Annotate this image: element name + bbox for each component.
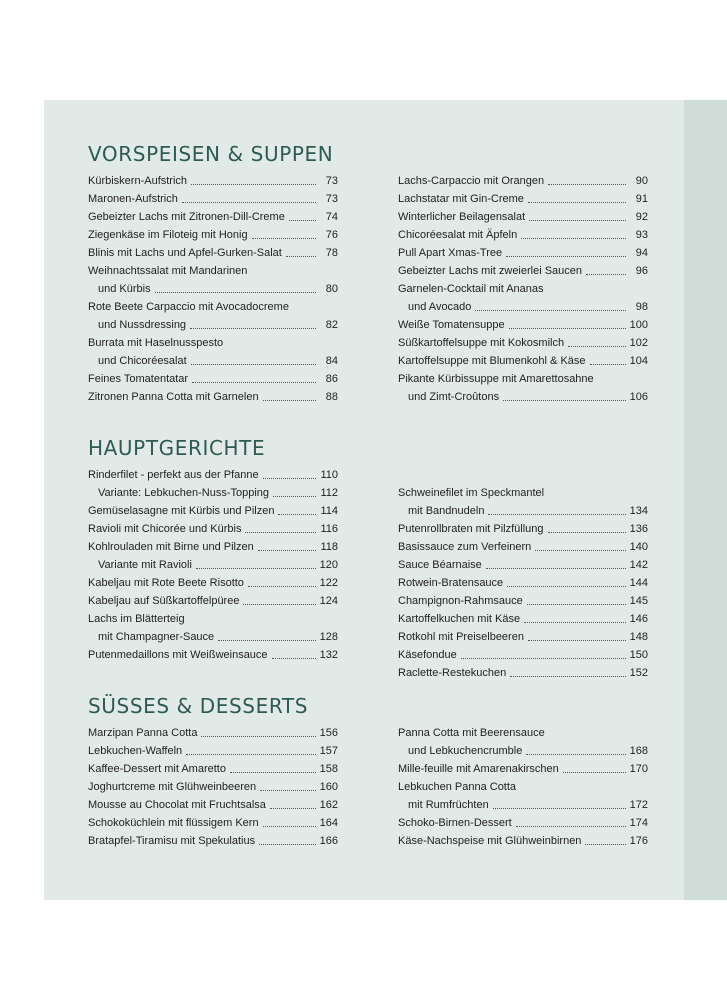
toc-entry xyxy=(398,334,648,352)
toc-entry-page: 94 xyxy=(635,247,648,259)
dot-leader xyxy=(263,478,316,479)
dot-leader xyxy=(155,292,316,293)
toc-entry-title: Kabeljau auf Süßkartoffelpüree xyxy=(88,595,240,607)
toc-entry-title: Zitronen Panna Cotta mit Garnelen xyxy=(88,391,259,403)
toc-entry xyxy=(398,316,648,334)
toc-column-right xyxy=(398,172,648,406)
toc-column-left xyxy=(88,172,338,406)
toc-entry-title: Kartoffelsuppe mit Blumenkohl & Käse xyxy=(398,355,586,367)
dot-leader xyxy=(248,586,316,587)
toc-entry-page: 146 xyxy=(629,613,648,625)
toc-entry xyxy=(398,370,648,388)
dot-leader xyxy=(528,640,626,641)
toc-entry xyxy=(88,778,338,796)
section-vorspeisen-suppen xyxy=(88,140,648,406)
dot-leader xyxy=(273,496,316,497)
dot-leader xyxy=(585,844,625,845)
toc-entry-page: 82 xyxy=(325,319,338,331)
toc-entry-title: und Kürbis xyxy=(98,283,151,295)
dot-leader xyxy=(516,826,626,827)
toc-entry xyxy=(88,244,338,262)
dot-leader xyxy=(509,328,626,329)
toc-entry-title: Garnelen-Cocktail mit Ananas xyxy=(398,283,544,295)
dot-leader xyxy=(521,238,626,239)
dot-leader xyxy=(263,400,316,401)
toc-entry-title: mit Bandnudeln xyxy=(408,505,485,517)
toc-entry-page: 128 xyxy=(319,631,338,643)
toc-entry xyxy=(88,610,338,628)
toc-entry xyxy=(88,262,338,280)
toc-entry xyxy=(88,628,338,646)
toc-entry xyxy=(398,226,648,244)
toc-entry-title: Kürbiskern-Aufstrich xyxy=(88,175,188,187)
toc-entry xyxy=(398,574,648,592)
toc-entry-title: Rotkohl mit Preiselbeeren xyxy=(398,631,524,643)
toc-entry xyxy=(88,574,338,592)
toc-entry-title: Weihnachtssalat mit Mandarinen xyxy=(88,265,248,277)
toc-entry-page: 102 xyxy=(629,337,648,349)
toc-entry-page: 156 xyxy=(319,727,338,739)
toc-entry-page: 172 xyxy=(629,799,648,811)
toc-column-right xyxy=(398,724,648,850)
toc-entry xyxy=(398,742,648,760)
section-title: SÜSSES & DESSERTS xyxy=(88,694,308,718)
toc-entry xyxy=(88,646,338,664)
toc-entry xyxy=(398,796,648,814)
toc-entry-title: Burrata mit Haselnusspesto xyxy=(88,337,224,349)
dot-leader xyxy=(263,826,316,827)
toc-entry-page: 114 xyxy=(320,505,338,517)
toc-entry xyxy=(398,760,648,778)
toc-entry xyxy=(398,538,648,556)
toc-entry-title: Kartoffelkuchen mit Käse xyxy=(398,613,521,625)
dot-leader xyxy=(510,676,625,677)
toc-entry-title: Chicoréesalat mit Äpfeln xyxy=(398,229,518,241)
toc-entry xyxy=(398,592,648,610)
toc-entry-page: 88 xyxy=(325,391,338,403)
toc-entry-page: 116 xyxy=(320,523,338,535)
toc-entry-title: Gemüselasagne mit Kürbis und Pilzen xyxy=(88,505,275,517)
toc-entry xyxy=(398,664,648,682)
toc-entry-title: Gebeizter Lachs mit zweierlei Saucen xyxy=(398,265,583,277)
toc-entry-page: 98 xyxy=(635,301,648,313)
toc-entry-title: Kabeljau mit Rote Beete Risotto xyxy=(88,577,244,589)
dot-leader xyxy=(230,772,316,773)
toc-entry xyxy=(88,466,338,484)
toc-entry-title: Ravioli mit Chicorée und Kürbis xyxy=(88,523,242,535)
dot-leader xyxy=(528,202,626,203)
toc-entry-title: Pull Apart Xmas-Tree xyxy=(398,247,503,259)
dot-leader xyxy=(186,754,315,755)
dot-leader xyxy=(245,532,316,533)
toc-entry-page: 132 xyxy=(319,649,338,661)
toc-entry-page: 162 xyxy=(319,799,338,811)
toc-entry-page: 148 xyxy=(629,631,648,643)
toc-entry-page: 86 xyxy=(325,373,338,385)
toc-entry xyxy=(398,298,648,316)
toc-column-left xyxy=(88,724,338,850)
toc-entry-page: 110 xyxy=(320,469,338,481)
toc-entry-title: Pikante Kürbissuppe mit Amarettosahne xyxy=(398,373,594,385)
toc-entry xyxy=(88,520,338,538)
toc-entry-page: 91 xyxy=(635,193,648,205)
toc-entry-page: 164 xyxy=(319,817,338,829)
toc-entry-title: Käse-Nachspeise mit Glühweinbirnen xyxy=(398,835,582,847)
toc-entry xyxy=(88,298,338,316)
dot-leader xyxy=(563,772,626,773)
toc-entry-title: mit Rumfrüchten xyxy=(408,799,489,811)
toc-entry xyxy=(398,190,648,208)
toc-entry-page: 122 xyxy=(319,577,338,589)
dot-leader xyxy=(486,568,626,569)
toc-entry-page: 73 xyxy=(325,175,338,187)
toc-entry xyxy=(88,334,338,352)
dot-leader xyxy=(586,274,626,275)
toc-entry-page: 157 xyxy=(319,745,338,757)
toc-entry xyxy=(398,388,648,406)
toc-entry-page: 118 xyxy=(320,541,338,553)
dot-leader xyxy=(289,220,316,221)
toc-column-left xyxy=(88,466,338,682)
toc-entry xyxy=(88,280,338,298)
dot-leader xyxy=(201,736,315,737)
toc-entry-title: Lachs im Blätterteig xyxy=(88,613,185,625)
toc-entry xyxy=(88,502,338,520)
toc-entry xyxy=(398,832,648,850)
toc-entry xyxy=(398,484,648,502)
toc-entry-title: Raclette-Restekuchen xyxy=(398,667,507,679)
toc-entry-page: 136 xyxy=(629,523,648,535)
toc-entry-page: 104 xyxy=(629,355,648,367)
toc-entry-title: Mille-feuille mit Amarenakirschen xyxy=(398,763,559,775)
dot-leader xyxy=(529,220,626,221)
dot-leader xyxy=(192,382,316,383)
toc-entry-title: Lebkuchen-Waffeln xyxy=(88,745,183,757)
dot-leader xyxy=(278,514,316,515)
toc-entry-title: Schweinefilet im Speckmantel xyxy=(398,487,545,499)
toc-entry-title: Joghurtcreme mit Glühweinbeeren xyxy=(88,781,257,793)
dot-leader xyxy=(270,808,316,809)
toc-entry-title: Lachstatar mit Gin-Creme xyxy=(398,193,524,205)
toc-entry-title: Winterlicher Beilagensalat xyxy=(398,211,526,223)
toc-entry-page: 144 xyxy=(629,577,648,589)
toc-entry-page: 106 xyxy=(629,391,648,403)
toc-entry xyxy=(398,724,648,742)
toc-entry-title: Lachs-Carpaccio mit Orangen xyxy=(398,175,545,187)
toc-entry xyxy=(88,814,338,832)
toc-entry xyxy=(398,814,648,832)
section-hauptgerichte xyxy=(88,434,648,682)
toc-entry-page: 74 xyxy=(325,211,338,223)
toc-entry-page: 134 xyxy=(629,505,648,517)
toc-entry-title: und Zimt-Croûtons xyxy=(408,391,500,403)
toc-entry-page: 140 xyxy=(629,541,648,553)
toc-entry-page: 93 xyxy=(635,229,648,241)
toc-entry xyxy=(88,190,338,208)
toc-entry-page: 160 xyxy=(319,781,338,793)
toc-entry-title: Lebkuchen Panna Cotta xyxy=(398,781,517,793)
toc-entry-title: Sauce Béarnaise xyxy=(398,559,482,571)
dot-leader xyxy=(524,622,626,623)
toc-entry xyxy=(88,832,338,850)
toc-entry-page: 170 xyxy=(629,763,648,775)
toc-entry-page: 100 xyxy=(629,319,648,331)
toc-entry-page: 96 xyxy=(635,265,648,277)
dot-leader xyxy=(182,202,316,203)
toc-entry-title: Bratapfel-Tiramisu mit Spekulatius xyxy=(88,835,256,847)
section-title: HAUPTGERICHTE xyxy=(88,436,266,460)
toc-entry xyxy=(398,172,648,190)
toc-entry-title: Blinis mit Lachs und Apfel-Gurken-Salat xyxy=(88,247,282,259)
dot-leader xyxy=(548,184,626,185)
toc-column-right xyxy=(398,466,648,682)
toc-entry-title: Schoko-Birnen-Dessert xyxy=(398,817,512,829)
toc-entry-page: 73 xyxy=(325,193,338,205)
toc-entry xyxy=(398,262,648,280)
toc-entry-page: 120 xyxy=(319,559,338,571)
toc-entry-title: Rote Beete Carpaccio mit Avocadocreme xyxy=(88,301,289,313)
dot-leader xyxy=(488,514,625,515)
toc-entry-page: 145 xyxy=(629,595,648,607)
toc-entry-title: Maronen-Aufstrich xyxy=(88,193,178,205)
toc-entry-title: Champignon-Rahmsauce xyxy=(398,595,523,607)
toc-entry-title: Schokoküchlein mit flüssigem Kern xyxy=(88,817,259,829)
toc-entry-title: Ziegenkäse im Filoteig mit Honig xyxy=(88,229,248,241)
toc-entry-page: 142 xyxy=(629,559,648,571)
dot-leader xyxy=(196,568,316,569)
toc-entry-page: 76 xyxy=(325,229,338,241)
toc-entry-title: Süßkartoffelsuppe mit Kokosmilch xyxy=(398,337,565,349)
page-edge-strip xyxy=(684,100,727,900)
toc-entry xyxy=(88,208,338,226)
toc-entry-page: 80 xyxy=(325,283,338,295)
dot-leader xyxy=(503,400,626,401)
toc-entry xyxy=(398,244,648,262)
toc-entry-title: Putenrollbraten mit Pilzfüllung xyxy=(398,523,544,535)
toc-entry-page: 92 xyxy=(635,211,648,223)
toc-entry xyxy=(398,502,648,520)
dot-leader xyxy=(461,658,626,659)
toc-entry xyxy=(88,592,338,610)
toc-entry xyxy=(398,628,648,646)
dot-leader xyxy=(286,256,316,257)
toc-entry-title: Mousse au Chocolat mit Fruchtsalsa xyxy=(88,799,266,811)
toc-entry xyxy=(398,208,648,226)
toc-entry-page: 174 xyxy=(629,817,648,829)
dot-leader xyxy=(507,586,625,587)
toc-entry-page: 176 xyxy=(629,835,648,847)
section-title: VORSPEISEN & SUPPEN xyxy=(88,142,334,166)
toc-entry xyxy=(398,610,648,628)
toc-entry-title: und Nussdressing xyxy=(98,319,187,331)
dot-leader xyxy=(568,346,626,347)
dot-leader xyxy=(243,604,315,605)
toc-entry-page: 78 xyxy=(325,247,338,259)
toc-entry-page: 152 xyxy=(629,667,648,679)
toc-entry-title: und Chicoréesalat xyxy=(98,355,187,367)
toc-entry-title: Feines Tomatentatar xyxy=(88,373,189,385)
toc-entry xyxy=(398,520,648,538)
toc-entry-title: Basissauce zum Verfeinern xyxy=(398,541,532,553)
toc-entry xyxy=(88,796,338,814)
toc-entry xyxy=(398,778,648,796)
dot-leader xyxy=(535,550,625,551)
dot-leader xyxy=(526,754,625,755)
dot-leader xyxy=(191,184,316,185)
dot-leader xyxy=(272,658,316,659)
toc-entry-title: Rotwein-Bratensauce xyxy=(398,577,504,589)
toc-entry xyxy=(88,742,338,760)
toc-entry-title: mit Champagner-Sauce xyxy=(98,631,215,643)
toc-entry xyxy=(88,352,338,370)
toc-entry-title: Panna Cotta mit Beerensauce xyxy=(398,727,545,739)
dot-leader xyxy=(190,328,316,329)
toc-entry xyxy=(88,538,338,556)
toc-entry-title: Marzipan Panna Cotta xyxy=(88,727,198,739)
toc-entry-title: Käsefondue xyxy=(398,649,457,661)
toc-entry-title: Weiße Tomatensuppe xyxy=(398,319,505,331)
dot-leader xyxy=(506,256,626,257)
toc-entry-title: Variante: Lebkuchen-Nuss-Topping xyxy=(98,487,270,499)
dot-leader xyxy=(260,790,316,791)
toc-entry-page: 166 xyxy=(319,835,338,847)
dot-leader xyxy=(527,604,626,605)
toc-entry xyxy=(398,466,648,484)
toc-entry-title: Variante mit Ravioli xyxy=(98,559,192,571)
toc-entry-page: 124 xyxy=(319,595,338,607)
toc-entry xyxy=(398,646,648,664)
toc-entry xyxy=(88,172,338,190)
toc-entry-title: und Lebkuchencrumble xyxy=(408,745,523,757)
dot-leader xyxy=(252,238,316,239)
dot-leader xyxy=(475,310,626,311)
toc-entry xyxy=(88,724,338,742)
dot-leader xyxy=(493,808,626,809)
toc-entry-page: 150 xyxy=(629,649,648,661)
toc-entry xyxy=(88,388,338,406)
toc-entry xyxy=(398,352,648,370)
toc-entry xyxy=(88,316,338,334)
dot-leader xyxy=(259,844,316,845)
toc-entry-page: 168 xyxy=(629,745,648,757)
toc-entry-page: 90 xyxy=(635,175,648,187)
dot-leader xyxy=(191,364,316,365)
toc-entry-title: Kaffee-Dessert mit Amaretto xyxy=(88,763,226,775)
dot-leader xyxy=(548,532,626,533)
toc-entry-title: und Avocado xyxy=(408,301,472,313)
toc-entry-page: 84 xyxy=(325,355,338,367)
toc-entry-title: Rinderfilet - perfekt aus der Pfanne xyxy=(88,469,259,481)
dot-leader xyxy=(258,550,316,551)
toc-entry-title: Kohlrouladen mit Birne und Pilzen xyxy=(88,541,254,553)
toc-entry xyxy=(398,280,648,298)
toc-entry-page: 112 xyxy=(320,487,338,499)
dot-leader xyxy=(590,364,626,365)
dot-leader xyxy=(218,640,315,641)
toc-entry xyxy=(88,370,338,388)
toc-entry xyxy=(398,556,648,574)
toc-entry xyxy=(88,556,338,574)
toc-entry xyxy=(88,226,338,244)
toc-entry-page: 158 xyxy=(319,763,338,775)
toc-entry-title: Gebeizter Lachs mit Zitronen-Dill-Creme xyxy=(88,211,285,223)
toc-entry xyxy=(88,484,338,502)
section-suesses-desserts xyxy=(88,692,648,850)
toc-entry xyxy=(88,760,338,778)
toc-entry-title: Putenmedaillons mit Weißweinsauce xyxy=(88,649,268,661)
